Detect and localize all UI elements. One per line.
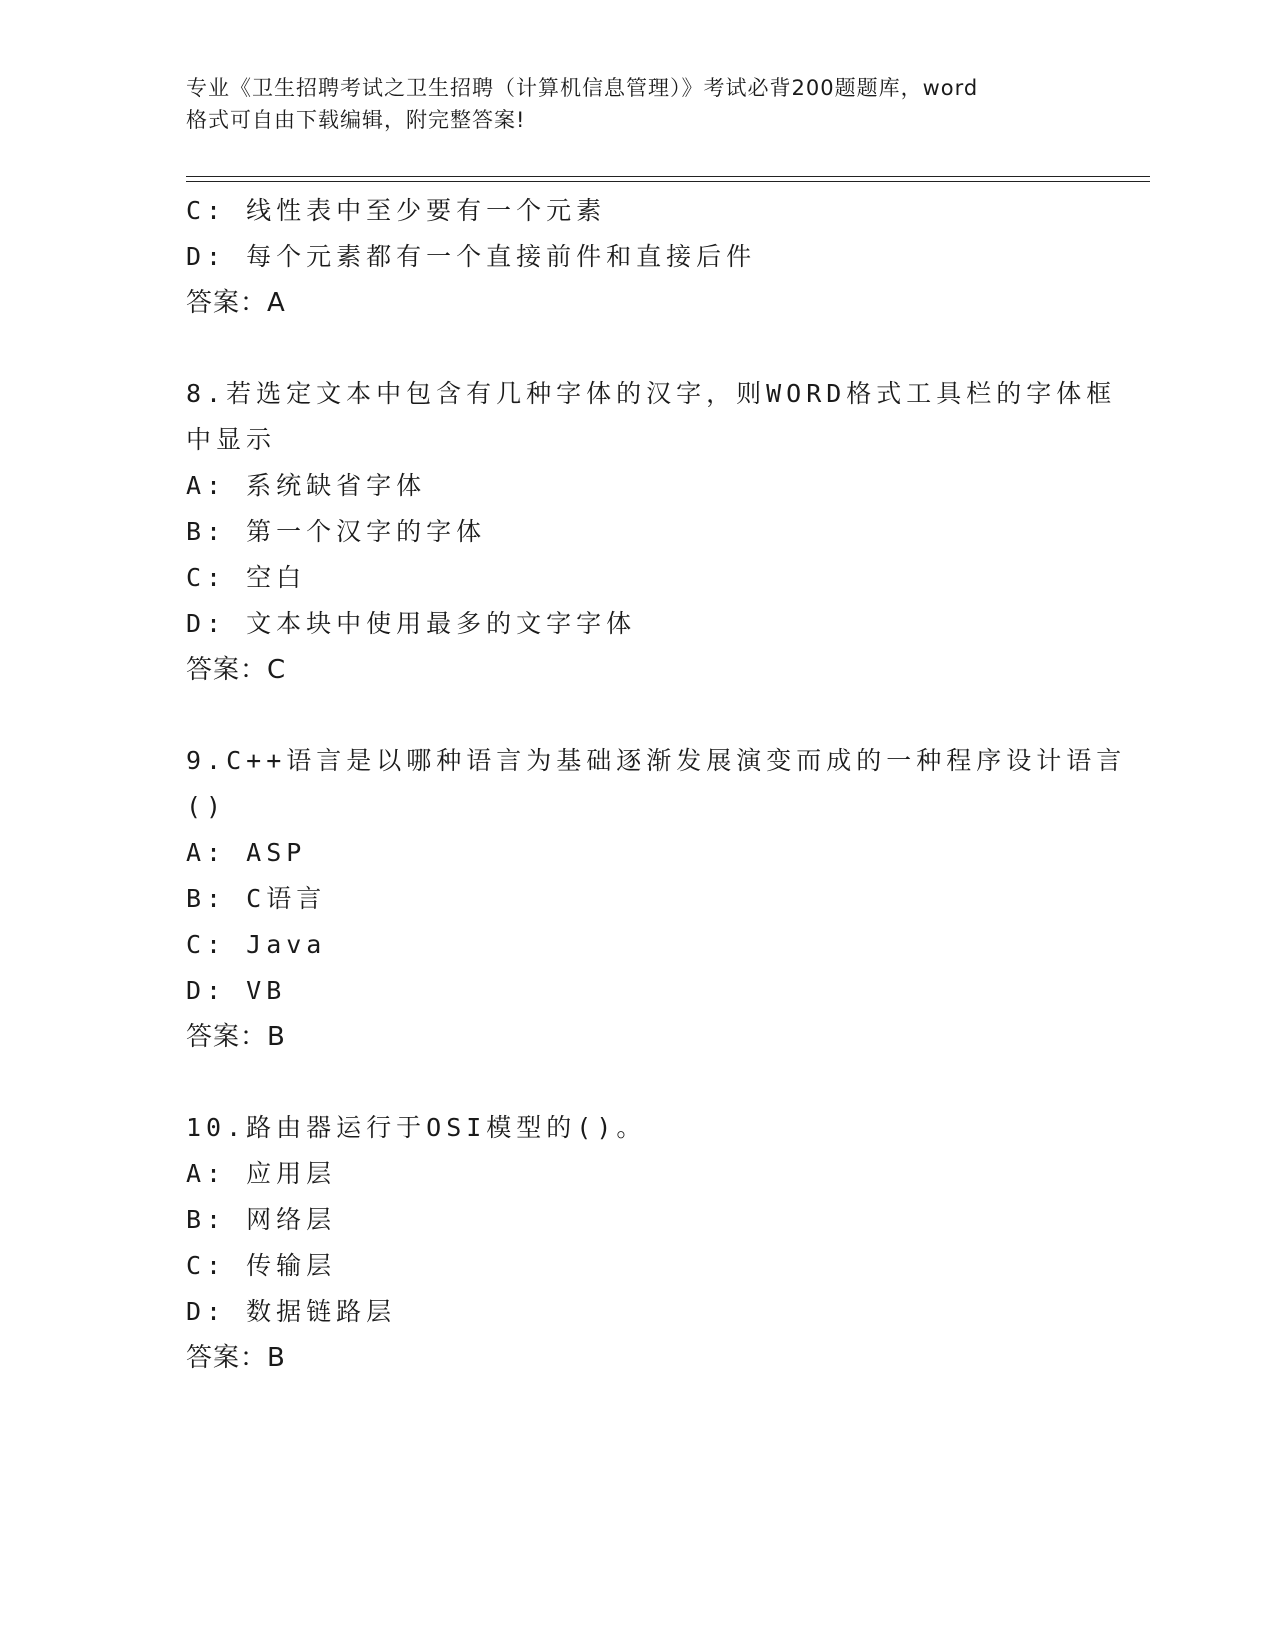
option-d: D: 文本块中使用最多的文字字体 <box>186 609 637 638</box>
option-d: D: 每个元素都有一个直接前件和直接后件 <box>186 242 757 271</box>
question-stem-line-2: () <box>186 792 227 821</box>
option-b: B: 网络层 <box>186 1205 337 1234</box>
question-stem-line-1: 9.C++语言是以哪种语言为基础逐渐发展演变而成的一种程序设计语言 <box>186 746 1127 775</box>
answer-label: 答案：B <box>186 1022 286 1052</box>
option-d: D: 数据链路层 <box>186 1297 397 1326</box>
document-header <box>186 72 1086 136</box>
option-d: D: VB <box>186 976 287 1005</box>
header-title-line-1: 专业《卫生招聘考试之卫生招聘（计算机信息管理）》考试必背200题题库，word <box>186 76 979 100</box>
option-c: C: Java <box>186 930 327 959</box>
option-a: A: ASP <box>186 838 307 867</box>
option-c: C: 空白 <box>186 563 307 592</box>
option-a: A: 应用层 <box>186 1159 337 1188</box>
question-10 <box>186 1105 1086 1381</box>
answer-label: 答案：C <box>186 655 287 685</box>
spacer <box>186 693 1086 738</box>
question-7-tail <box>186 188 1086 326</box>
document-body <box>186 188 1127 1381</box>
option-c: C: 线性表中至少要有一个元素 <box>186 196 607 225</box>
spacer <box>186 326 1086 371</box>
answer-label: 答案：B <box>186 1343 286 1373</box>
option-b: B: C语言 <box>186 884 327 913</box>
question-9 <box>186 738 1127 1060</box>
question-stem-line-1: 8.若选定文本中包含有几种字体的汉字，则WORD格式工具栏的字体框 <box>186 379 1117 408</box>
option-c: C: 传输层 <box>186 1251 337 1280</box>
option-b: B: 第一个汉字的字体 <box>186 517 487 546</box>
spacer <box>186 1060 1086 1105</box>
question-stem-line-2: 中显示 <box>186 425 277 454</box>
header-title-line-2: 格式可自由下载编辑，附完整答案! <box>186 108 526 132</box>
question-8 <box>186 371 1117 693</box>
answer-label: 答案：A <box>186 288 286 318</box>
header-divider-bottom <box>186 181 1150 182</box>
header-divider-top <box>186 176 1150 177</box>
option-a: A: 系统缺省字体 <box>186 471 427 500</box>
question-stem-line-1: 10.路由器运行于OSI模型的()。 <box>186 1113 647 1142</box>
